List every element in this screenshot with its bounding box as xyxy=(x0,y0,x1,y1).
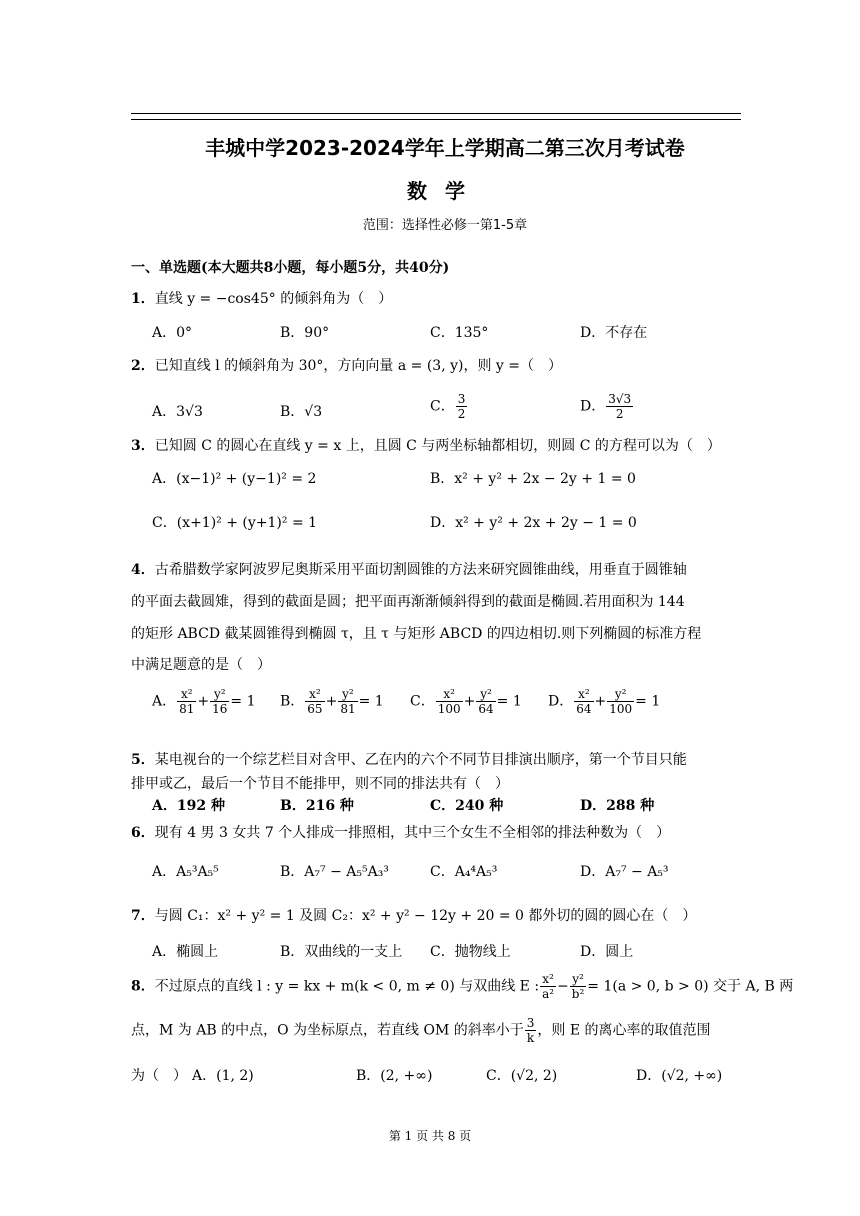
q5-option-c[interactable]: C．240 种 xyxy=(430,798,504,814)
question-2: 2．已知直线 l 的倾斜角为 30°，方向向量 a = (3, y)，则 y =（ ） xyxy=(131,358,562,374)
exam-title: 丰城中学2023-2024学年上学期高二第三次月考试卷 xyxy=(205,136,685,160)
q4-option-a[interactable]: A． $\frac{\text{x²}}{81}$ + $\frac{\text{y²}}{16}$ = 1 xyxy=(152,687,256,716)
question-4-line-4: 中满足题意的是（ ） xyxy=(131,657,271,673)
header-rule-bottom xyxy=(131,119,741,120)
q1-option-c[interactable]: C．135° xyxy=(430,325,489,341)
subject-title: 数学 xyxy=(407,179,483,203)
question-3: 3．已知圆 C 的圆心在直线 y = x 上，且圆 C 与两坐标轴都相切，则圆 C 的方程可以为（ ） xyxy=(131,438,721,454)
question-8-line-3: 为（ ） xyxy=(131,1068,187,1084)
q3-option-a[interactable]: A．(x−1)² + (y−1)² = 2 xyxy=(152,471,317,487)
q5-option-a[interactable]: A．192 种 xyxy=(152,798,225,814)
q8-option-b[interactable]: B．(2, +∞) xyxy=(356,1068,433,1084)
question-7: 7．与圆 C₁：x² + y² = 1 及圆 C₂：x² + y² − 12y + 20 = 0 都外切的圆的圆心在（ ） xyxy=(131,908,697,924)
question-5-line-1: 5．某电视台的一个综艺栏目对含甲、乙在内的六个不同节目排演出顺序，第一个节目只能 xyxy=(131,752,687,768)
header-rule-top xyxy=(131,113,741,114)
q7-option-b[interactable]: B．双曲线的一支上 xyxy=(280,944,403,960)
question-4-line-1: 4．古希腊数学家阿波罗尼奥斯采用平面切割圆锥的方法来研究圆锥曲线，用垂直于圆锥轴 xyxy=(131,562,687,578)
q5-option-d[interactable]: D．288 种 xyxy=(580,798,655,814)
q2-frac-c: $\frac{3}{2}$ xyxy=(457,392,466,421)
q8-option-c[interactable]: C．(√2, 2) xyxy=(486,1068,558,1084)
q4-option-b[interactable]: B． $\frac{\text{x²}}{65}$ + $\frac{\text{y²}}{81}$ = 1 xyxy=(280,687,384,716)
page-footer: 第 1 页 共 8 页 xyxy=(388,1129,472,1143)
exam-scope: 范围：选择性必修一第1-5章 xyxy=(362,218,528,233)
q3-option-c[interactable]: C．(x+1)² + (y+1)² = 1 xyxy=(152,515,318,531)
q4-option-c[interactable]: C． $\frac{\text{x²}}{100}$ + $\frac{\text{y²}}{64}$ = 1 xyxy=(410,687,522,716)
q1-option-a[interactable]: A．0° xyxy=(152,325,193,341)
q2-frac-d: $\frac{3√3}{2}$ xyxy=(608,392,632,421)
q6-option-c[interactable]: C．A₄⁴A₅³ xyxy=(430,864,498,880)
q3-option-d[interactable]: D．x² + y² + 2x + 2y − 1 = 0 xyxy=(430,515,637,531)
q2-option-d[interactable]: D． $\frac{3√3}{2}$ xyxy=(580,392,632,421)
q6-option-a[interactable]: A．A₅³A₅⁵ xyxy=(152,864,219,880)
question-8-line-1: 8．不过原点的直线 l : y = kx + m(k < 0, m ≠ 0) 与双曲线 E : $\frac{\text{x²}}{\text{a²}}$ − $\frac{\text{y²}}{\text{b²}}$ = 1(a > 0, b > 0) 交于 A, B 两 xyxy=(131,972,794,1001)
q7-option-d[interactable]: D．圆上 xyxy=(580,944,634,960)
q8-option-a[interactable]: A．(1, 2) xyxy=(192,1068,254,1084)
q8-frac-y: $\frac{\text{y²}}{\text{b²}}$ xyxy=(571,972,585,1001)
question-1: 1．直线 y = −cos45° 的倾斜角为（ ） xyxy=(131,291,393,307)
q2-option-a[interactable]: A．3√3 xyxy=(152,404,203,420)
q6-option-d[interactable]: D．A₇⁷ − A₅³ xyxy=(580,864,669,880)
question-6: 6．现有 4 男 3 女共 7 个人排成一排照相，其中三个女生不全相邻的排法种数为（ ） xyxy=(131,825,671,841)
q6-option-b[interactable]: B．A₇⁷ − A₅⁵A₃³ xyxy=(280,864,389,880)
question-4-line-3: 的矩形 ABCD 截某圆锥得到椭圆 τ，且 τ 与矩形 ABCD 的四边相切.则下列椭圆的标准方程 xyxy=(131,626,702,642)
q3-option-b[interactable]: B．x² + y² + 2x − 2y + 1 = 0 xyxy=(430,471,636,487)
q2-option-b[interactable]: B．√3 xyxy=(280,404,323,420)
q8-option-d[interactable]: D．(√2, +∞) xyxy=(636,1068,723,1084)
question-4-line-2: 的平面去截圆雉，得到的截面是圆；把平面再渐渐倾斜得到的截面是椭圆.若用面积为 144 xyxy=(131,594,685,610)
q4-option-d[interactable]: D． $\frac{\text{x²}}{64}$ + $\frac{\text{y²}}{100}$ = 1 xyxy=(548,687,661,716)
q7-option-a[interactable]: A．椭圆上 xyxy=(152,944,219,960)
q8-frac-k: $\frac{3}{k}$ xyxy=(526,1016,535,1045)
question-8-line-2: 点，M 为 AB 的中点，O 为坐标原点，若直线 OM 的斜率小于 $\frac{3}{k}$ ，则 E 的离心率的取值范围 xyxy=(131,1016,711,1045)
q7-option-c[interactable]: C．抛物线上 xyxy=(430,944,511,960)
section-heading: 一、单选题(本大题共8小题，每小题5分，共40分) xyxy=(131,260,450,276)
question-5-line-2: 排甲或乙，最后一个节目不能排甲，则不同的排法共有（ ） xyxy=(131,776,509,792)
q2-option-c[interactable]: C． $\frac{3}{2}$ xyxy=(430,392,466,421)
q5-option-b[interactable]: B．216 种 xyxy=(280,798,354,814)
q8-frac-x: $\frac{\text{x²}}{\text{a²}}$ xyxy=(542,972,555,1001)
q1-option-b[interactable]: B．90° xyxy=(280,325,330,341)
q1-option-d[interactable]: D．不存在 xyxy=(580,325,648,341)
